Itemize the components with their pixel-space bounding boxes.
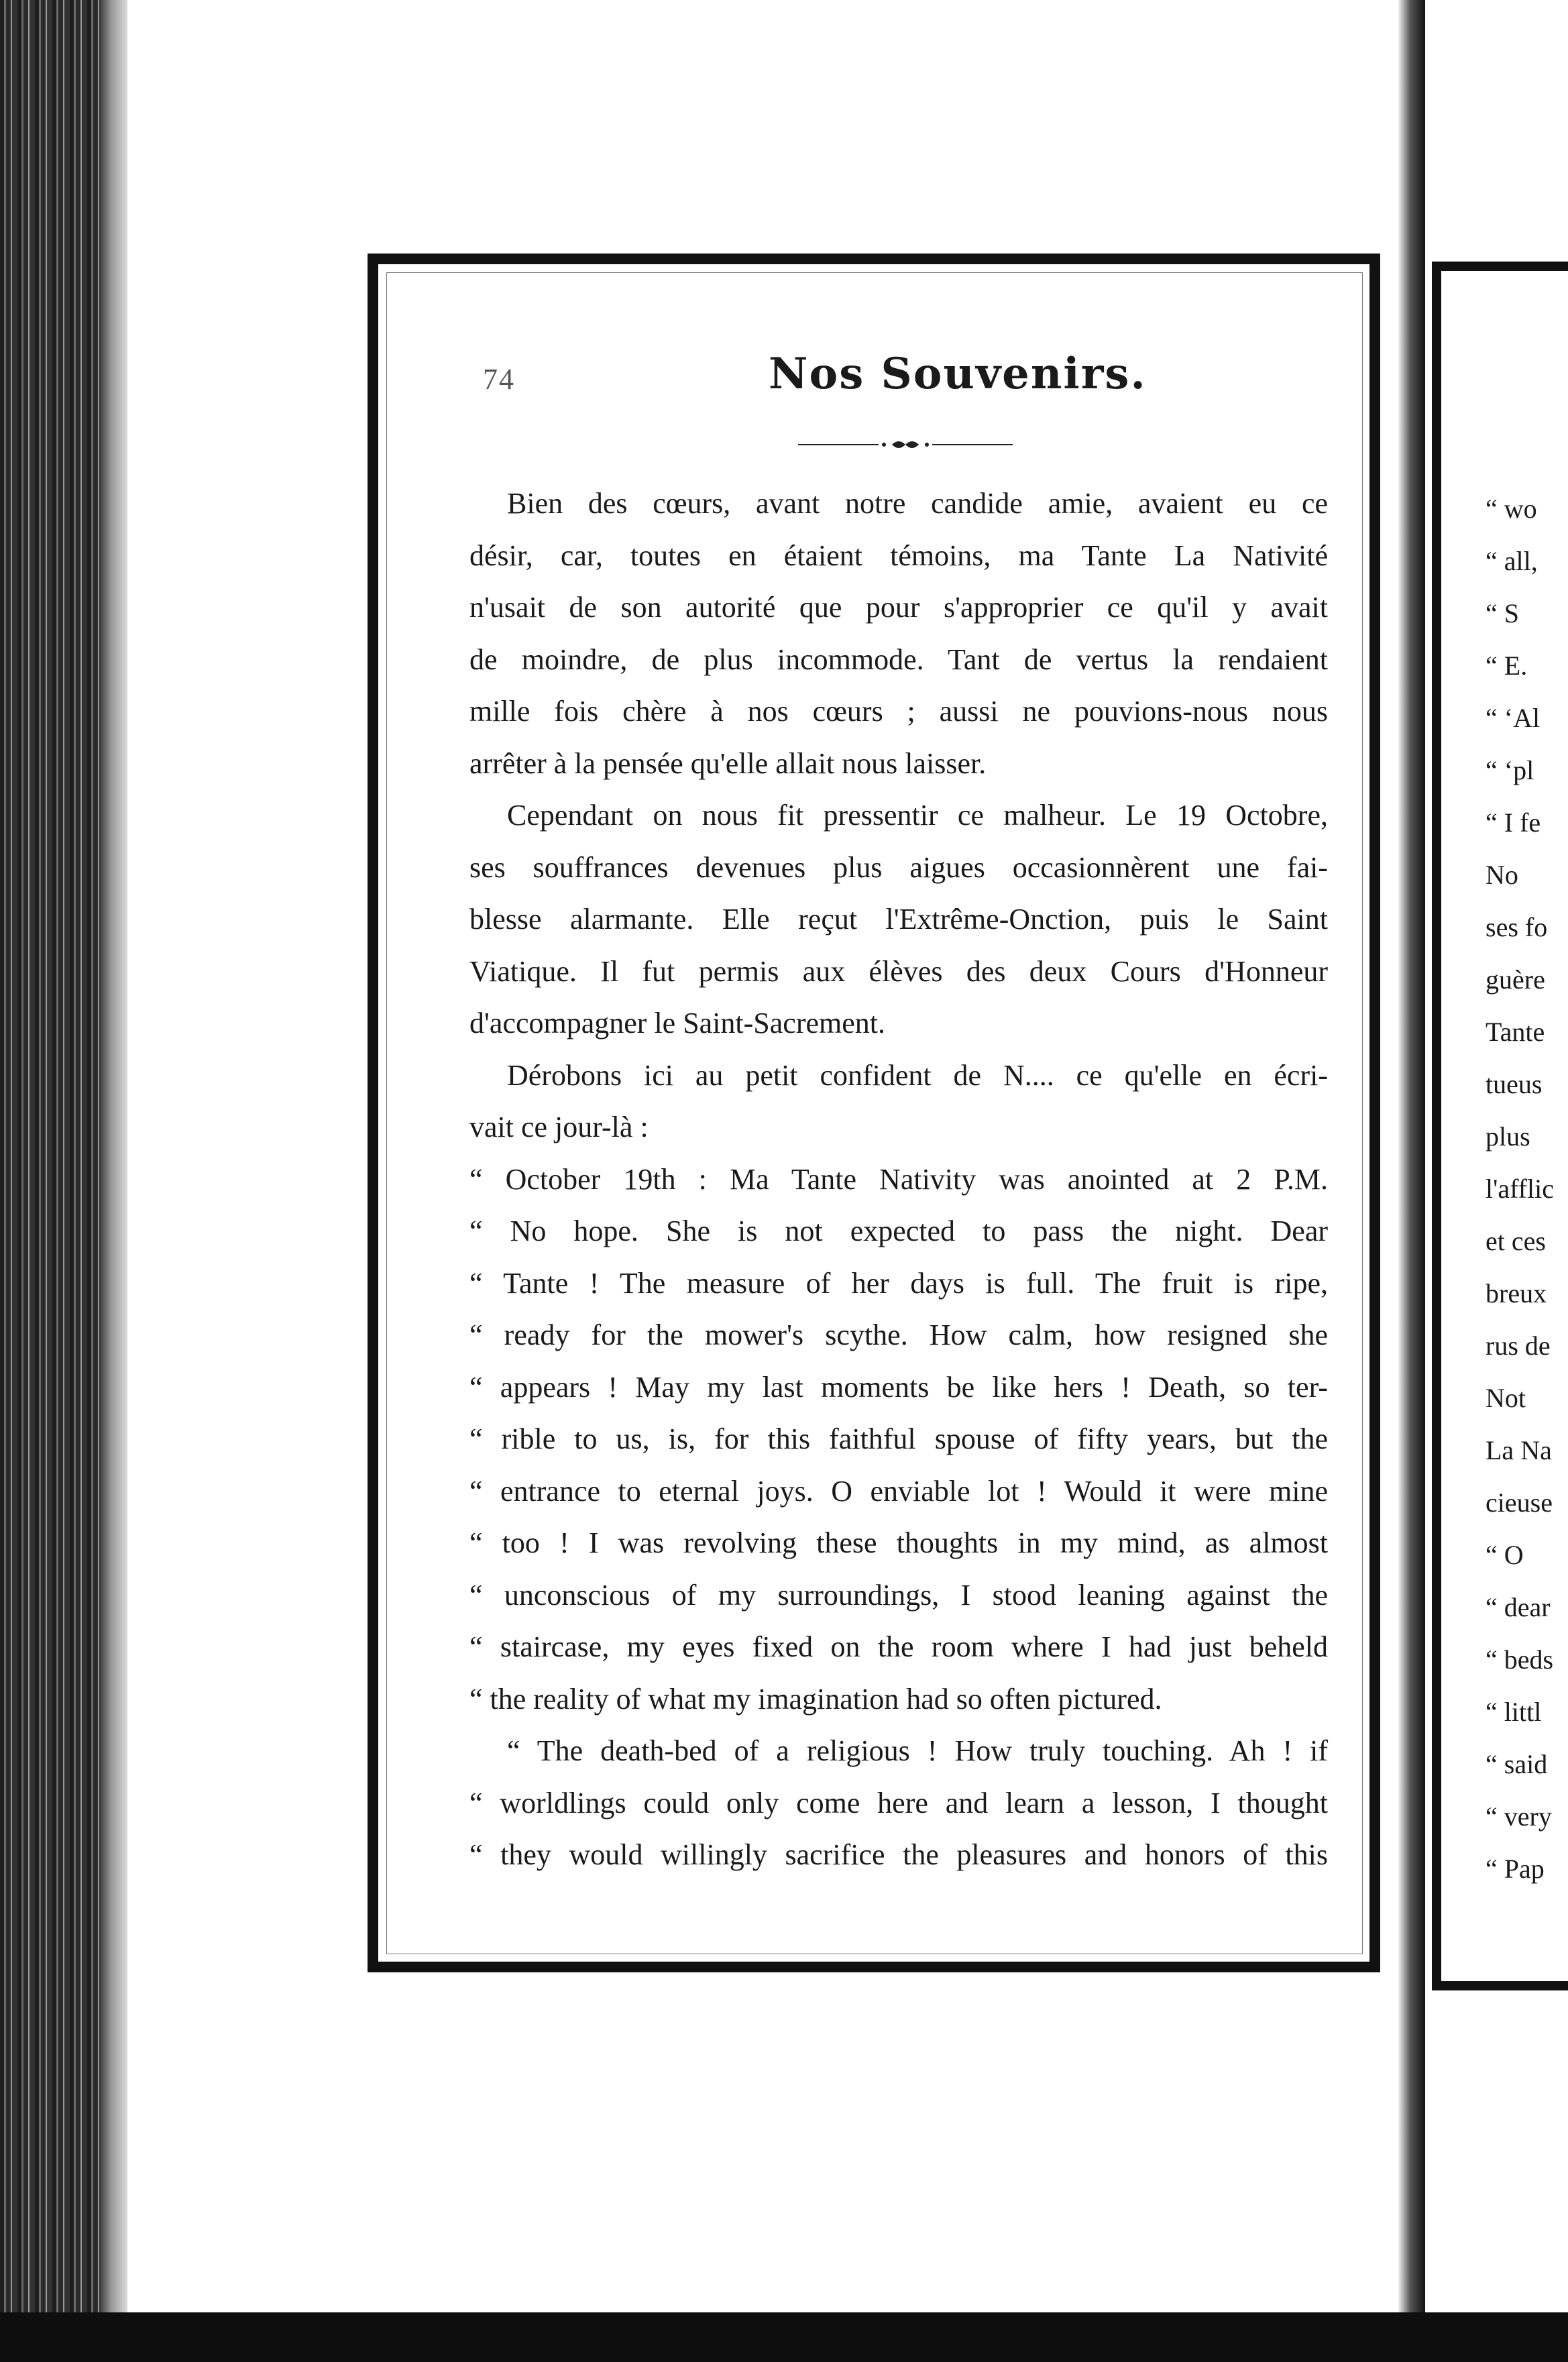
text-line: “ No hope. She is not expected to pass the night. Dear bbox=[469, 1215, 1328, 1247]
text-line: Dérobons ici au petit confident de N.... ce qu'elle en écri- bbox=[507, 1058, 1328, 1092]
text-line: d'accompagner le Saint-Sacrement. bbox=[469, 1007, 885, 1039]
text-line: “ worldlings could only come here and learn a lesson, I thought bbox=[469, 1786, 1328, 1819]
next-page-fragment: No bbox=[1486, 860, 1518, 890]
next-page-fragment: “ wo bbox=[1486, 494, 1537, 524]
next-page-text bbox=[1486, 483, 1568, 1895]
next-page-fragment: “ Pap bbox=[1486, 1854, 1545, 1884]
next-page-fragment: Not bbox=[1486, 1383, 1526, 1413]
next-page-fragment: “ E. bbox=[1486, 651, 1528, 681]
next-page-fragment: “ dear bbox=[1486, 1592, 1551, 1622]
next-page-fragment: “ ‘pl bbox=[1486, 755, 1534, 785]
text-line: “ too ! I was revolving these thoughts in my mind, as almost bbox=[469, 1526, 1328, 1559]
text-line: “ October 19th : Ma Tante Nativity was anointed at 2 P.M. bbox=[469, 1162, 1328, 1196]
text-line: Viatique. Il fut permis aux élèves des deux Cours d'Honneur bbox=[469, 954, 1328, 988]
next-page-fragment: “ very bbox=[1486, 1801, 1552, 1832]
running-title: Nos Souvenirs. bbox=[769, 349, 1147, 399]
next-page-fragment: “ S bbox=[1486, 598, 1519, 628]
next-page-fragment: “ said bbox=[1486, 1749, 1548, 1779]
text-line: “ The death-bed of a religious ! How truly touching. Ah ! if bbox=[507, 1734, 1328, 1767]
next-page-fragment: “ O bbox=[1486, 1540, 1524, 1570]
text-line: “ they would willingly sacrifice the pleasures and honors of this bbox=[469, 1838, 1328, 1871]
next-page-fragment: cieuse bbox=[1486, 1487, 1553, 1518]
next-page-fragment: “ littl bbox=[1486, 1697, 1542, 1727]
body-text bbox=[469, 477, 1328, 1881]
next-page-fragment: l'afflic bbox=[1486, 1174, 1554, 1204]
text-line: Bien des cœurs, avant notre candide amie, avaient eu ce bbox=[507, 487, 1328, 520]
text-line: “ the reality of what my imagination had so often pictured. bbox=[469, 1682, 1162, 1716]
next-page-fragment: plus bbox=[1486, 1121, 1530, 1151]
next-page-fragment: rus de bbox=[1486, 1331, 1551, 1361]
text-line: de moindre, de plus incommode. Tant de vertus la rendaient bbox=[469, 642, 1328, 676]
next-page-fragment: “ I fe bbox=[1486, 807, 1541, 838]
text-line: “ staircase, my eyes fixed on the room where I had just beheld bbox=[469, 1630, 1328, 1663]
next-page-fragment: La Na bbox=[1486, 1435, 1552, 1465]
next-page-fragment: “ beds bbox=[1486, 1644, 1554, 1675]
text-line: “ appears ! May my last moments be like hers ! Death, so ter- bbox=[469, 1370, 1328, 1404]
text-line: “ ready for the mower's scythe. How calm, how resigned she bbox=[469, 1318, 1328, 1351]
page-number: 74 bbox=[483, 363, 515, 396]
page-gutter bbox=[1398, 0, 1425, 2362]
next-page-fragment: Tante bbox=[1486, 1017, 1545, 1047]
next-page-fragment: breux bbox=[1486, 1278, 1547, 1308]
text-line: mille fois chère à nos cœurs ; aussi ne pouvions-nous nous bbox=[469, 695, 1328, 728]
next-page-fragment: ses fo bbox=[1486, 912, 1548, 942]
text-line: Cependant on nous fit pressentir ce malheur. Le 19 Octobre, bbox=[507, 799, 1328, 832]
text-line: “ Tante ! The measure of her days is full. The fruit is ripe, bbox=[469, 1266, 1328, 1300]
text-line: désir, car, toutes en étaient témoins, ma Tante La Nativité bbox=[469, 539, 1328, 572]
next-page-fragment: guère bbox=[1486, 964, 1545, 995]
text-line: “ unconscious of my surroundings, I stood leaning against the bbox=[469, 1578, 1328, 1612]
text-line: vait ce jour-là : bbox=[469, 1111, 649, 1143]
text-line: blesse alarmante. Elle reçut l'Extrême-Onction, puis le Saint bbox=[469, 903, 1328, 936]
text-line: n'usait de son autorité que pour s'approprier ce qu'il y avait bbox=[469, 591, 1328, 624]
bottom-scan-edge bbox=[0, 2312, 1568, 2362]
title-ornament bbox=[798, 435, 1013, 455]
text-line: “ rible to us, is, for this faithful spouse of fifty years, but the bbox=[469, 1422, 1328, 1455]
text-line: “ entrance to eternal joys. O enviable lot ! Would it were mine bbox=[469, 1474, 1328, 1508]
text-line: ses souffrances devenues plus aigues occasionnèrent une fai- bbox=[469, 850, 1328, 884]
text-line: arrêter à la pensée qu'elle allait nous laisser. bbox=[469, 746, 987, 780]
next-page-fragment: “ ‘Al bbox=[1486, 703, 1541, 733]
next-page-fragment: “ all, bbox=[1486, 546, 1538, 576]
spine-shadow bbox=[101, 0, 127, 2362]
next-page-fragment: tueus bbox=[1486, 1069, 1543, 1099]
next-page-fragment: et ces bbox=[1486, 1226, 1546, 1256]
